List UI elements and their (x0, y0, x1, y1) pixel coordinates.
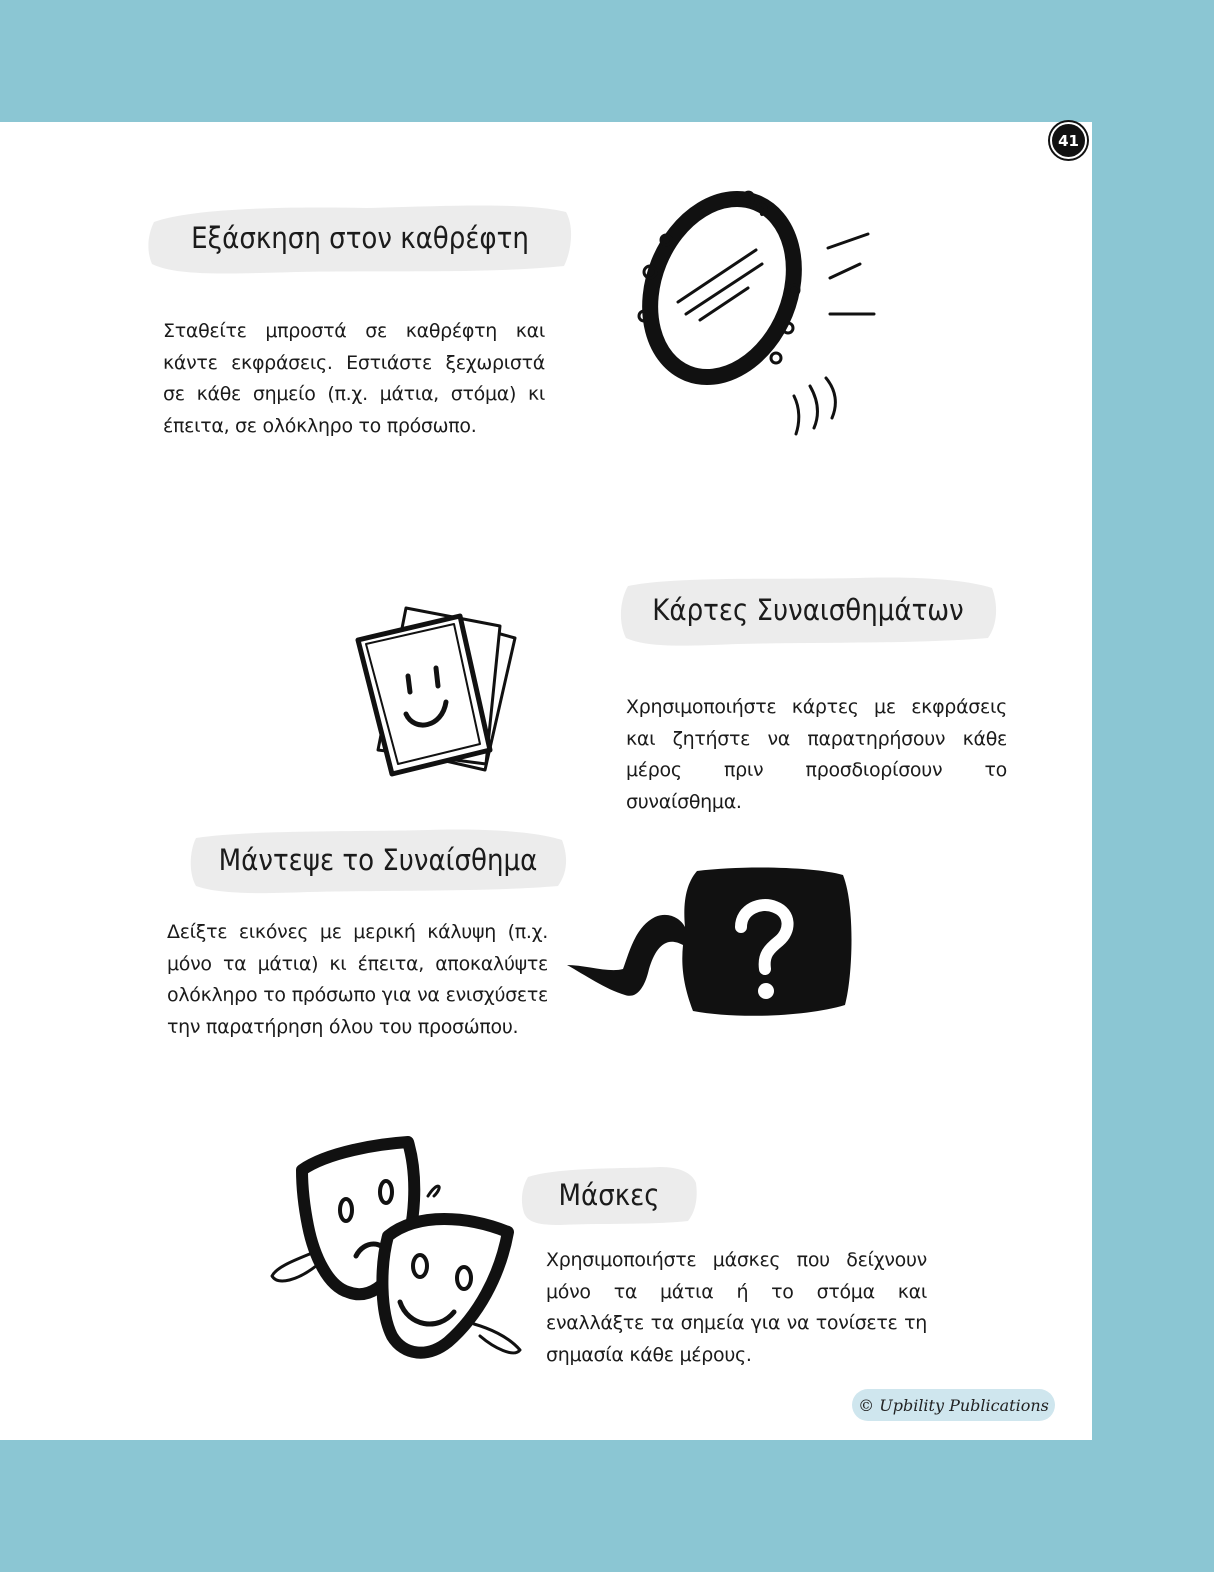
section-title-cards: Κάρτες Συναισθημάτων (618, 572, 998, 648)
publisher-credit: © Upbility Publications (852, 1389, 1055, 1421)
section-title-guess: Μάντεψε το Συναίσθημα (188, 826, 568, 894)
theater-masks-icon (268, 1136, 530, 1361)
mirror-icon (630, 190, 880, 440)
section-title-mirror: Εξάσκηση στον καθρέφτη (146, 200, 574, 276)
question-bubble-icon (565, 865, 855, 1025)
section-text-guess: Δείξτε εικόνες με μερική κάλυψη (π.χ. μόνο τα μάτια) κι έπειτα, αποκαλύψτε ολόκληρο το πρόσωπο για να ενισχύσετε την παρατήρηση όλου του προσώπου. (167, 921, 548, 1038)
section-text-cards: Χρησιμοποιήστε κάρτες με εκφράσεις και ζητήστε να παρατηρήσουν κάθε μέρος πριν προσδιορίσουν το συναίσθημα. (626, 696, 1007, 813)
section-text-masks: Χρησιμοποιήστε μάσκες που δείχνουν μόνο τα μάτια ή το στόμα και εναλλάξτε τα σημεία για να τονίσετε τη σημασία κάθε μέρους. (546, 1249, 927, 1366)
section-text-mirror: Σταθείτε μπροστά σε καθρέφτη και κάντε εκφράσεις. Εστιάστε ξεχωριστά σε κάθε σημείο (π.χ. μάτια, στόμα) κι έπειτα, σε ολόκληρο το πρόσωπο. (163, 320, 545, 437)
section-title-masks: Μάσκες (520, 1163, 698, 1227)
page-number: 41 (1050, 122, 1087, 159)
emotion-cards-icon (350, 600, 525, 780)
